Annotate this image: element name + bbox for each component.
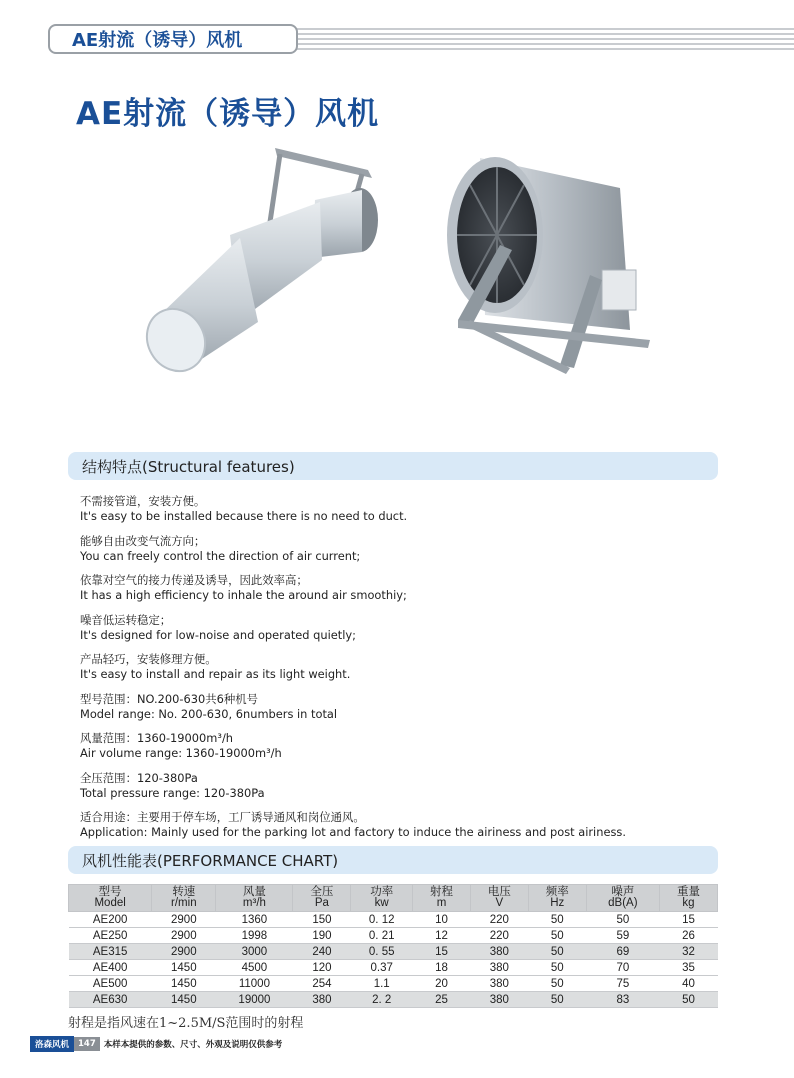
feature-en: Model range: No. 200-630, 6numbers in total	[80, 706, 338, 721]
column-header: 电压 V	[470, 885, 528, 912]
page-footer	[30, 1036, 282, 1052]
column-header: 功率 kw	[351, 885, 413, 912]
feature-cn: 不需接管道，安装方便。	[80, 494, 206, 508]
feature-en: You can freely control the direction of air current;	[80, 548, 361, 563]
feature-en: It's easy to install and repair as its light weight.	[80, 667, 351, 681]
features-section-header	[68, 452, 718, 480]
table-row: AE500 1450 11000 254 1.1 20 380 50 75 40	[69, 976, 718, 992]
features-section-title: 结构特点(Structural features)	[82, 457, 295, 476]
feature-en: It has a high efficiency to inhale the around air smoothiy;	[80, 588, 407, 602]
feature-cn: 型号范围：NO.200-630共6种机号	[80, 691, 259, 706]
feature-item	[80, 534, 720, 564]
feature-cn: 适合用途：主要用于停车场，工厂诱导通风和岗位通风。	[80, 810, 365, 824]
footer-disclaimer: 本样本提供的参数、尺寸、外观及说明仅供参考	[103, 1040, 283, 1050]
header-tab-title: AE射流（诱导）风机	[72, 30, 243, 51]
feature-en: Air volume range: 1360-19000m³/h	[80, 746, 282, 760]
column-header: 风量 m³/h	[216, 885, 293, 912]
page-title: AE射流（诱导）风机	[76, 96, 380, 132]
column-header: 转速 r/min	[152, 885, 216, 912]
performance-section-header	[68, 846, 718, 874]
table-row: AE250 2900 1998 190 0. 21 12 220 50 59 26	[69, 928, 718, 944]
features-list	[80, 494, 720, 850]
product-photos	[140, 140, 660, 380]
top-banner	[0, 22, 794, 58]
feature-en: It's easy to be installed because there is no need to duct.	[80, 509, 408, 523]
range-note: 射程是指风速在1~2.5M/S范围时的射程	[68, 1016, 304, 1031]
column-header: 噪声 dB(A)	[586, 885, 659, 912]
feature-item	[80, 771, 720, 801]
feature-item	[80, 573, 720, 603]
table-row: AE200 2900 1360 150 0. 12 10 220 50 50 15	[69, 912, 718, 928]
axial-fan-photo	[447, 157, 650, 374]
feature-cn: 能够自由改变气流方向；	[80, 533, 206, 548]
feature-cn: 全压范围：120-380Pa	[80, 770, 198, 785]
footer-brand: 洛森风机	[30, 1036, 74, 1052]
column-header: 频率 Hz	[528, 885, 586, 912]
column-header: 型号 Model	[69, 885, 152, 912]
feature-en: Total pressure range: 120-380Pa	[80, 785, 265, 800]
header-tab	[48, 24, 298, 54]
feature-cn: 噪音低运转稳定；	[80, 612, 172, 627]
feature-cn: 产品轻巧，安装修理方便。	[80, 652, 217, 666]
column-header: 重量 kg	[660, 885, 718, 912]
column-header: 全压 Pa	[293, 885, 351, 912]
header-stripes	[290, 28, 794, 52]
feature-en: Application: Mainly used for the parking lot and factory to induce the airiness and post airiness.	[80, 825, 626, 839]
jet-fan-photo	[140, 148, 378, 380]
page-number: 147	[74, 1037, 100, 1051]
feature-cn: 依靠对空气的接力传递及诱导，因此效率高；	[80, 573, 308, 587]
column-header: 射程 m	[413, 885, 471, 912]
table-row: AE315 2900 3000 240 0. 55 15 380 50 69 32	[69, 944, 718, 960]
feature-item	[80, 810, 720, 840]
feature-item	[80, 692, 720, 722]
feature-item	[80, 652, 720, 682]
feature-item	[80, 613, 720, 643]
table-row: AE630 1450 19000 380 2. 2 25 380 50 83 50	[69, 992, 718, 1008]
feature-item	[80, 731, 720, 761]
feature-en: It's designed for low-noise and operated quietly;	[80, 627, 356, 642]
table-row: AE400 1450 4500 120 0.37 18 380 50 70 35	[69, 960, 718, 976]
table-header-row	[69, 885, 718, 912]
feature-item	[80, 494, 720, 524]
feature-cn: 风量范围：1360-19000m³/h	[80, 731, 234, 745]
performance-section-title: 风机性能表(PERFORMANCE CHART)	[82, 851, 339, 870]
performance-table	[68, 884, 718, 1008]
